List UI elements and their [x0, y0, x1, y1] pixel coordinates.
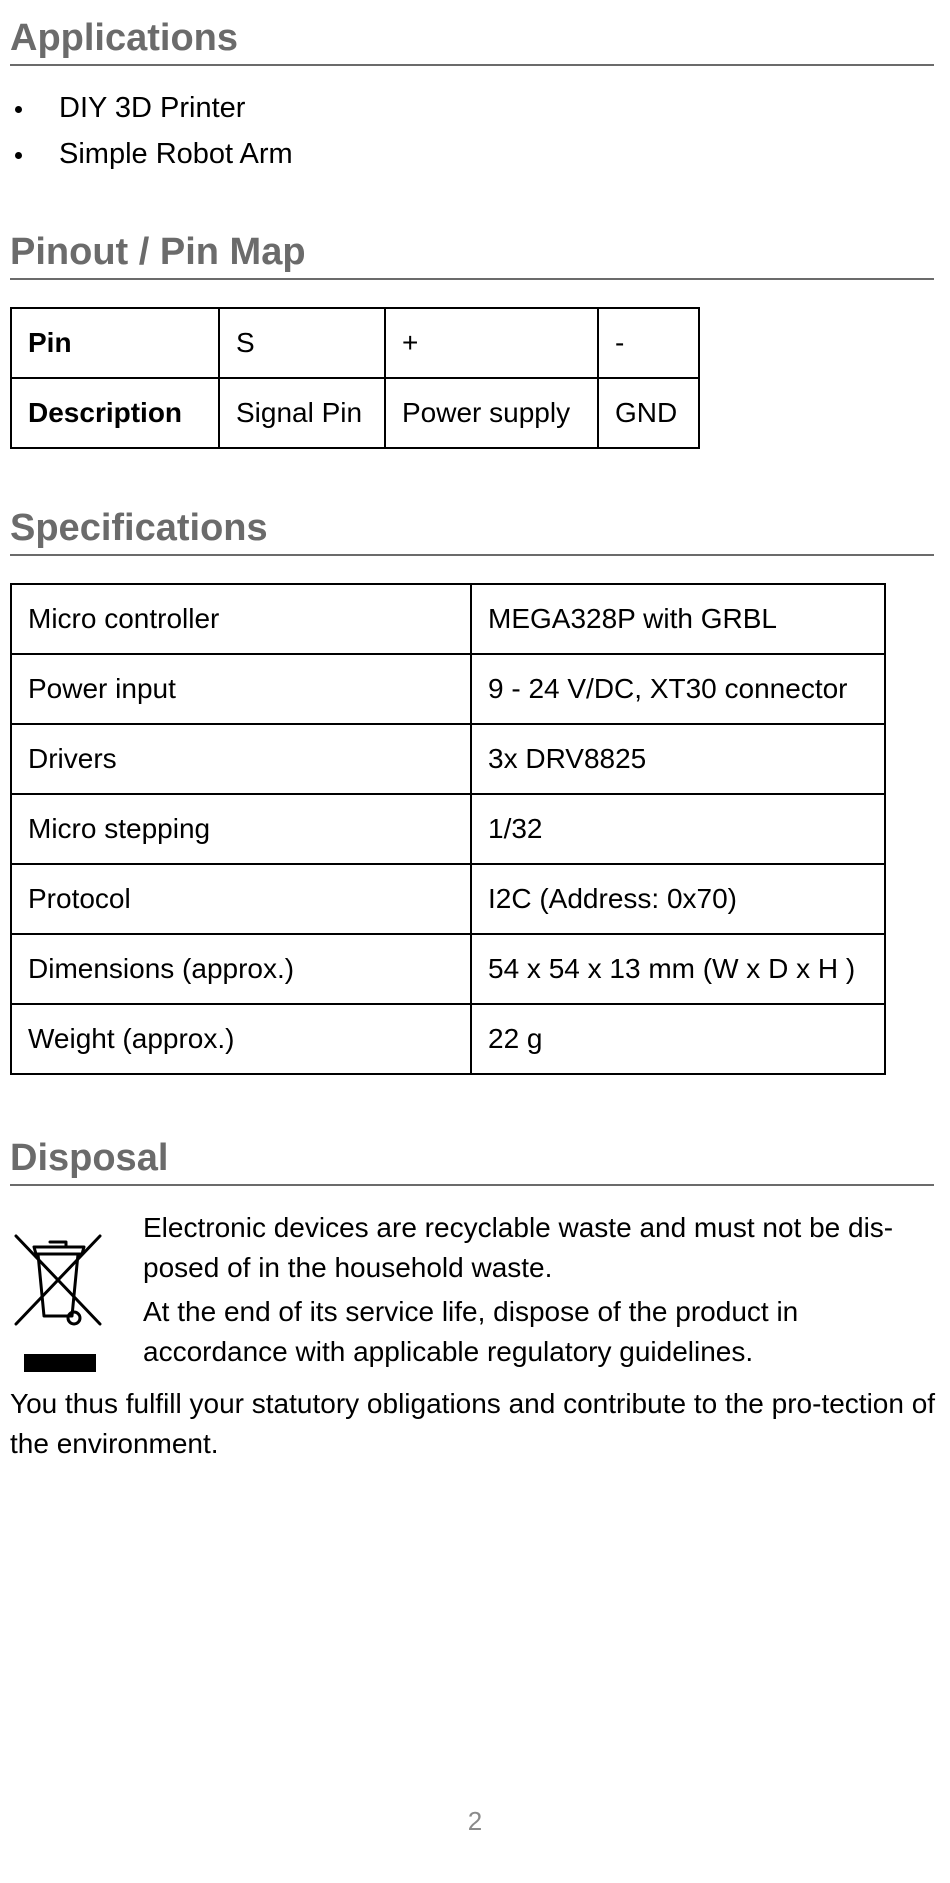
disposal-footer-text: You thus fulfill your statutory obligations and contribute to the pro-tection of the environment. [10, 1388, 936, 1459]
applications-list [10, 88, 293, 180]
list-item-text: Simple Robot Arm [59, 138, 293, 170]
specifications-table [10, 583, 886, 1075]
page-number: 2 [467, 1806, 483, 1836]
disposal-text [143, 1208, 943, 1376]
pinout-table [10, 307, 700, 449]
table-row [11, 864, 885, 934]
disposal-heading: Disposal [10, 1136, 934, 1186]
table-cell: Pin [11, 308, 219, 378]
table-cell: GND [598, 378, 699, 448]
spec-value: 9 - 24 V/DC, XT30 connector [471, 654, 885, 724]
list-item [10, 134, 293, 180]
table-row [11, 724, 885, 794]
table-cell: - [598, 308, 699, 378]
table-row [11, 794, 885, 864]
spec-label: Dimensions (approx.) [11, 934, 471, 1004]
pinout-heading: Pinout / Pin Map [10, 230, 934, 280]
spec-value: 1/32 [471, 794, 885, 864]
table-row [11, 378, 699, 448]
disposal-paragraph: Electronic devices are recyclable waste and must not be dis-posed of in the household waste. [143, 1212, 894, 1283]
spec-label: Drivers [11, 724, 471, 794]
spec-label: Protocol [11, 864, 471, 934]
spec-label: Micro controller [11, 584, 471, 654]
spec-value: MEGA328P with GRBL [471, 584, 885, 654]
table-row [11, 584, 885, 654]
bullet-icon [15, 152, 22, 159]
table-cell: + [385, 308, 598, 378]
table-cell: Description [11, 378, 219, 448]
spec-label: Micro stepping [11, 794, 471, 864]
table-cell: S [219, 308, 385, 378]
bullet-icon [15, 106, 22, 113]
spec-value: I2C (Address: 0x70) [471, 864, 885, 934]
table-row [11, 1004, 885, 1074]
applications-heading: Applications [10, 16, 934, 66]
table-row [11, 934, 885, 1004]
crossed-out-wheelie-bin-icon [12, 1232, 104, 1372]
spec-value: 22 g [471, 1004, 885, 1074]
disposal-paragraph: At the end of its service life, dispose of the product in accordance with applicable regulatory guidelines. [143, 1296, 799, 1367]
spec-label: Power input [11, 654, 471, 724]
spec-value: 3x DRV8825 [471, 724, 885, 794]
list-item [10, 88, 293, 134]
list-item-text: DIY 3D Printer [59, 92, 246, 124]
specifications-heading: Specifications [10, 506, 934, 556]
table-row [11, 308, 699, 378]
table-row [11, 654, 885, 724]
table-cell: Power supply [385, 378, 598, 448]
spec-value: 54 x 54 x 13 mm (W x D x H ) [471, 934, 885, 1004]
table-cell: Signal Pin [219, 378, 385, 448]
spec-label: Weight (approx.) [11, 1004, 471, 1074]
